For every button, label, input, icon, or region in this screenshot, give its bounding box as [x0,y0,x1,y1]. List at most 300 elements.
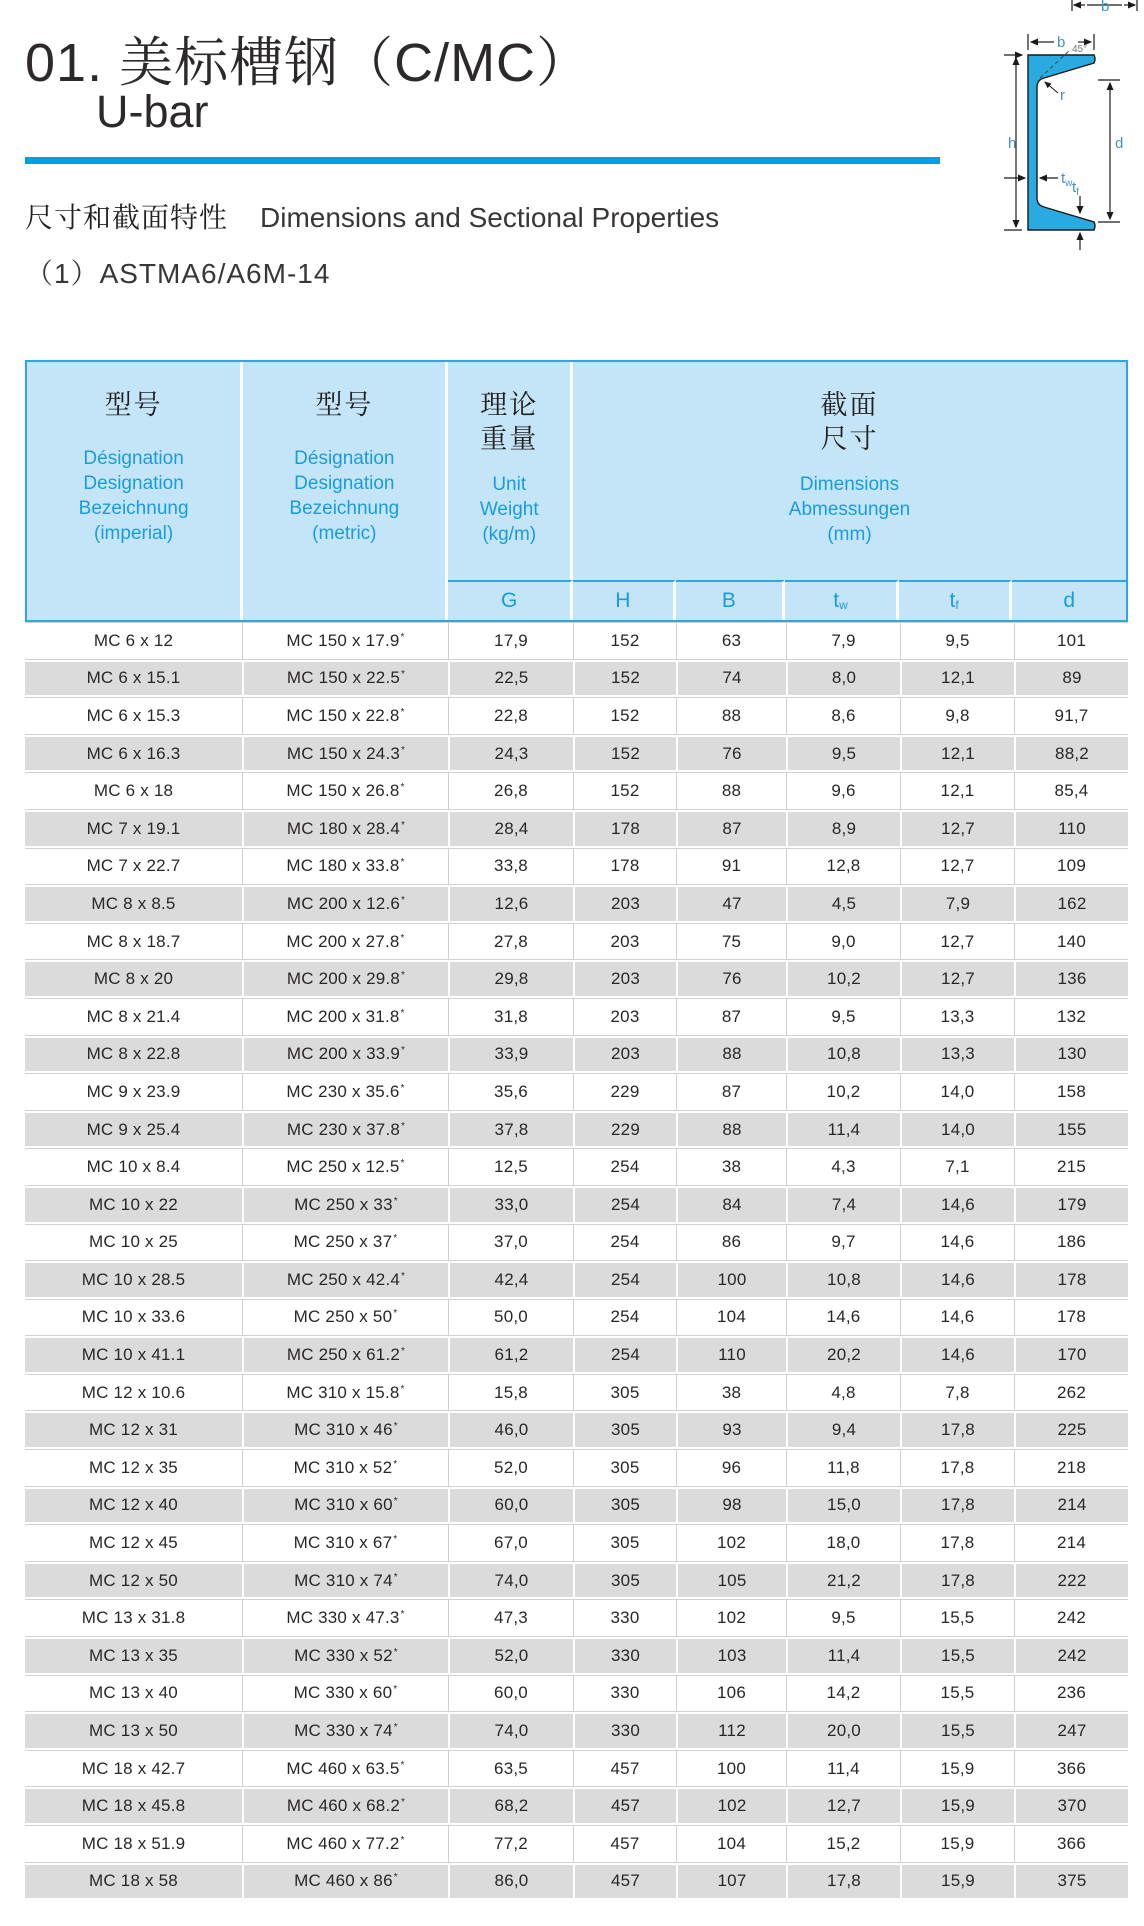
subheader-H: H [573,580,676,620]
table-cell: 330 [573,1639,676,1673]
table-cell: MC 6 x 15.3 [86,705,181,725]
table-cell: 8,6 [786,698,900,734]
table-cell: 110 [676,1338,786,1372]
header-line: (mm) [827,524,872,545]
table-row [25,1111,1128,1149]
table-cell: 61,2 [448,1338,573,1372]
section-heading-en: Dimensions and Sectional Properties [260,202,720,233]
table-cell: 14,0 [900,1113,1014,1147]
table-cell: MC 330 x 74 * [242,1714,448,1748]
table-cell: 18,0 [786,1525,900,1561]
table-cell: 14,6 [786,1300,900,1336]
table-cell: MC 12 x 31 [89,1420,178,1440]
subheader-tw: t w [785,580,899,620]
table-cell: 26,8 [448,773,573,809]
table-row [25,735,1128,773]
table-cell: MC 310 x 60 * [242,1489,448,1523]
table-cell: 305 [573,1450,676,1486]
table-row [25,923,1128,961]
table-cell: 63,5 [448,1751,573,1787]
cropped-b-dimension [1072,0,1137,15]
header-line: (kg/m) [482,524,537,545]
header-line: (metric) [312,523,377,544]
table-cell: 33,9 [448,1038,573,1072]
table-cell: 96 [676,1450,786,1486]
header-zh: 型号 [315,390,374,420]
table-cell: MC 180 x 33.8 * [242,849,448,885]
table-cell: 7,1 [900,1149,1014,1185]
table-cell: 14,6 [900,1188,1014,1222]
header-line: Bezeichnung [78,498,189,519]
table-cell: 29,8 [448,962,573,996]
table-cell: MC 10 x 8.4 [86,1157,181,1177]
table-row [25,1825,1128,1863]
tw-dimension [1004,170,1073,189]
table-cell: 9,4 [786,1413,900,1447]
subheader-B: B [676,580,786,620]
table-cell: 15,0 [786,1489,900,1523]
table-cell: MC 12 x 45 [89,1533,178,1553]
table-cell: 20,2 [786,1338,900,1372]
table-cell: 87 [676,812,786,846]
table-cell: 262 [1014,1375,1128,1411]
table-cell: 104 [676,1826,786,1862]
table-row [25,697,1128,735]
table-cell: 88 [676,1113,786,1147]
table-cell: 88 [676,1038,786,1072]
table-cell: 42,4 [448,1263,573,1297]
table-cell: MC 460 x 63.5 * [242,1751,448,1787]
table-cell: MC 13 x 50 [89,1721,178,1741]
table-cell: 37,8 [448,1113,573,1147]
table-cell: 186 [1014,1225,1128,1261]
table-cell: 15,8 [448,1375,573,1411]
table-cell: 254 [573,1300,676,1336]
table-cell: 15,2 [786,1826,900,1862]
table-cell: 14,6 [900,1300,1014,1336]
table-cell: 178 [573,849,676,885]
table-cell: 178 [573,812,676,846]
header-line: Designation [294,473,395,494]
table-cell: MC 310 x 67 * [242,1525,448,1561]
table-cell: 155 [1014,1113,1128,1147]
table-cell: 11,8 [786,1450,900,1486]
table-cell: 17,8 [900,1489,1014,1523]
table-cell: 178 [1014,1300,1128,1336]
table-row [25,1487,1128,1525]
header-zh: 重量 [480,424,539,454]
table-cell: 91 [676,849,786,885]
table-cell: MC 7 x 19.1 [86,818,181,838]
table-cell: 100 [676,1751,786,1787]
table-cell: 366 [1014,1751,1128,1787]
table-cell: MC 250 x 50 * [242,1300,448,1336]
page-title: 01. 美标槽钢（C/MC） [25,33,592,93]
table-cell: 60,0 [448,1676,573,1712]
table-cell: MC 18 x 51.9 [81,1833,186,1853]
table-cell: 305 [573,1375,676,1411]
table-cell: MC 9 x 23.9 [86,1081,181,1101]
table-cell: MC 310 x 46 * [242,1413,448,1447]
table-row [25,1787,1128,1825]
table-row [25,1449,1128,1487]
table-cell: 105 [676,1564,786,1598]
table-cell: 203 [573,962,676,996]
table-cell: 15,9 [900,1826,1014,1862]
table-cell: 305 [573,1489,676,1523]
table-cell: 13,3 [900,1038,1014,1072]
h-label: h [1008,135,1017,152]
table-cell: MC 330 x 52 * [242,1639,448,1673]
table-cell: 38 [676,1375,786,1411]
table-cell: MC 230 x 37.8 * [242,1113,448,1147]
table-cell: 214 [1014,1489,1128,1523]
table-cell: 93 [676,1413,786,1447]
table-cell: 330 [573,1600,676,1636]
table-cell: 112 [676,1714,786,1748]
table-cell: 88 [676,698,786,734]
table-cell: 109 [1014,849,1128,885]
table-cell: MC 460 x 86 * [242,1865,448,1899]
table-row [25,1036,1128,1074]
table-cell: 110 [1014,812,1128,846]
table-cell: MC 250 x 42.4 * [242,1263,448,1297]
table-cell: MC 250 x 12.5 * [242,1149,448,1185]
table-cell: MC 10 x 41.1 [81,1345,186,1365]
table-cell: MC 180 x 28.4 * [242,812,448,846]
b-label: b [1057,34,1066,51]
table-cell: 236 [1014,1676,1128,1712]
section-heading-zh: 尺寸和截面特性 [25,202,229,233]
title-rule [25,157,940,164]
table-cell: 14,6 [900,1338,1014,1372]
table-cell: 9,7 [786,1225,900,1261]
table-cell: 9,8 [900,698,1014,734]
table-cell: 102 [676,1525,786,1561]
table-cell: 254 [573,1149,676,1185]
table-cell: MC 200 x 33.9 * [242,1038,448,1072]
header-line: Désignation [294,448,395,469]
header-zh: 型号 [104,390,163,420]
table-cell: MC 310 x 15.8 * [242,1375,448,1411]
table-cell: MC 150 x 22.8 * [242,698,448,734]
table-cell: MC 9 x 25.4 [86,1119,181,1139]
header-line: (imperial) [94,523,174,544]
header-dimensions [573,362,1126,580]
table-row [25,1675,1128,1713]
table-cell: 152 [573,773,676,809]
table-cell: 74,0 [448,1564,573,1598]
table-cell: 330 [573,1676,676,1712]
table-cell: 52,0 [448,1450,573,1486]
table-cell: 457 [573,1826,676,1862]
table-cell: 9,5 [786,737,900,771]
table-cell: 46,0 [448,1413,573,1447]
table-cell: 15,9 [900,1751,1014,1787]
table-cell: 9,5 [786,999,900,1035]
d-label: d [1115,135,1124,152]
table-cell: 305 [573,1564,676,1598]
table-cell: 17,8 [900,1450,1014,1486]
table-cell: 47 [676,887,786,921]
table-cell: 98 [676,1489,786,1523]
table-cell: 229 [573,1074,676,1110]
table-cell: 11,4 [786,1751,900,1787]
table-cell: 10,2 [786,962,900,996]
table-cell: MC 150 x 26.8 * [242,773,448,809]
table-cell: MC 200 x 31.8 * [242,999,448,1035]
table-cell: 7,4 [786,1188,900,1222]
table-cell: 8,9 [786,812,900,846]
table-cell: MC 7 x 22.7 [86,856,181,876]
table-cell: 35,6 [448,1074,573,1110]
table-cell: MC 10 x 28.5 [81,1269,186,1289]
table-cell: MC 8 x 20 [93,969,174,989]
table-cell: 170 [1014,1338,1128,1372]
table-cell: 4,3 [786,1149,900,1185]
dimensions-table [25,360,1128,1900]
table-cell: 102 [676,1789,786,1823]
table-cell: 91,7 [1014,698,1128,734]
table-cell: 12,7 [900,962,1014,996]
header-zh: 理论 [480,390,539,420]
table-cell: 27,8 [448,924,573,960]
table-cell: 15,9 [900,1865,1014,1899]
table-row [25,1073,1128,1111]
table-cell: MC 230 x 35.6 * [242,1074,448,1110]
table-cell: 31,8 [448,999,573,1035]
table-cell: MC 12 x 50 [89,1570,178,1590]
table-cell: 77,2 [448,1826,573,1862]
subheader-tf: t f [899,580,1013,620]
header-designation-metric [243,362,448,620]
table-cell: 88,2 [1014,737,1128,771]
table-cell: 76 [676,737,786,771]
table-cell: MC 8 x 22.8 [86,1044,181,1064]
table-cell: MC 10 x 33.6 [81,1307,186,1327]
table-row [25,1224,1128,1262]
table-row [25,1411,1128,1449]
table-cell: 12,1 [900,773,1014,809]
table-cell: 152 [573,623,676,659]
table-cell: 254 [573,1225,676,1261]
table-cell: 203 [573,999,676,1035]
d-dimension [1098,80,1123,222]
table-cell: MC 310 x 74 * [242,1564,448,1598]
header-zh: 截面 [820,390,879,420]
table-row [25,622,1128,660]
table-cell: 254 [573,1338,676,1372]
table-cell: MC 10 x 22 [89,1194,178,1214]
table-cell: 7,9 [786,623,900,659]
table-cell: 24,3 [448,737,573,771]
table-row [25,998,1128,1036]
table-cell: 4,5 [786,887,900,921]
table-cell: MC 8 x 8.5 [91,893,176,913]
subheader-G: G [448,580,573,620]
header-line: Désignation [83,448,184,469]
table-cell: 87 [676,999,786,1035]
table-cell: 76 [676,962,786,996]
table-row [25,960,1128,998]
table-row [25,1712,1128,1750]
table-cell: 104 [676,1300,786,1336]
table-cell: 229 [573,1113,676,1147]
radius-annotation [1045,82,1065,104]
table-cell: 214 [1014,1525,1128,1561]
table-cell: 33,0 [448,1188,573,1222]
table-cell: 12,1 [900,737,1014,771]
table-cell: 330 [573,1714,676,1748]
table-cell: 370 [1014,1789,1128,1823]
table-cell: MC 310 x 52 * [242,1450,448,1486]
table-cell: 63 [676,623,786,659]
table-cell: 9,0 [786,924,900,960]
table-cell: 102 [676,1600,786,1636]
table-cell: MC 250 x 37 * [242,1225,448,1261]
table-cell: 242 [1014,1639,1128,1673]
table-header [25,360,1128,622]
table-cell: MC 6 x 15.1 [86,668,181,688]
table-cell: 89 [1014,662,1128,696]
table-cell: 15,5 [900,1714,1014,1748]
table-cell: 9,5 [786,1600,900,1636]
table-cell: 242 [1014,1600,1128,1636]
table-row [25,1637,1128,1675]
table-cell: MC 8 x 18.7 [86,931,181,951]
table-cell: 152 [573,662,676,696]
table-cell: 107 [676,1865,786,1899]
table-cell: 162 [1014,887,1128,921]
table-cell: 375 [1014,1865,1128,1899]
table-cell: MC 12 x 40 [89,1495,178,1515]
table-cell: 12,1 [900,662,1014,696]
table-cell: 37,0 [448,1225,573,1261]
page-title-en: U-bar [96,86,209,137]
table-cell: 10,8 [786,1263,900,1297]
table-cell: 14,6 [900,1263,1014,1297]
table-row [25,1750,1128,1788]
table-cell: MC 8 x 21.4 [86,1006,181,1026]
table-cell: MC 13 x 35 [89,1645,178,1665]
b-dimension-label: b [1101,0,1110,15]
table-cell: MC 150 x 17.9 * [242,623,448,659]
table-cell: 12,7 [900,812,1014,846]
table-row [25,848,1128,886]
table-cell: 222 [1014,1564,1128,1598]
table-cell: 15,5 [900,1676,1014,1712]
table-cell: MC 6 x 12 [93,630,174,650]
table-cell: 10,8 [786,1038,900,1072]
table-cell: 100 [676,1263,786,1297]
table-cell: MC 13 x 40 [89,1683,178,1703]
table-cell: 67,0 [448,1525,573,1561]
angle-label: 45° [1072,44,1088,55]
table-row [25,1562,1128,1600]
table-cell: 8,0 [786,662,900,696]
table-row [25,1524,1128,1562]
table-cell: 14,2 [786,1676,900,1712]
table-row [25,1261,1128,1299]
table-cell: 457 [573,1865,676,1899]
table-cell: 11,4 [786,1113,900,1147]
table-cell: 152 [573,698,676,734]
table-cell: 254 [573,1263,676,1297]
table-cell: 9,6 [786,773,900,809]
table-cell: 12,7 [900,924,1014,960]
table-cell: 47,3 [448,1600,573,1636]
table-cell: 305 [573,1413,676,1447]
table-cell: MC 150 x 22.5 * [242,662,448,696]
table-cell: 20,0 [786,1714,900,1748]
table-cell: MC 460 x 68.2 * [242,1789,448,1823]
header-unit-weight [448,362,573,580]
table-cell: 88 [676,773,786,809]
table-cell: 60,0 [448,1489,573,1523]
table-cell: MC 460 x 77.2 * [242,1826,448,1862]
table-cell: 132 [1014,999,1128,1035]
table-row [25,1299,1128,1337]
section-heading [25,196,719,236]
header-designation-imperial [27,362,243,620]
table-row [25,885,1128,923]
table-cell: 14,0 [900,1074,1014,1110]
table-cell: 215 [1014,1149,1128,1185]
table-cell: 225 [1014,1413,1128,1447]
table-cell: 74,0 [448,1714,573,1748]
table-cell: 158 [1014,1074,1128,1110]
header-line: Designation [83,473,184,494]
channel-shape [1028,55,1095,230]
table-cell: 9,5 [900,623,1014,659]
table-cell: 218 [1014,1450,1128,1486]
table-cell: 86 [676,1225,786,1261]
table-cell: 203 [573,887,676,921]
table-row [25,1186,1128,1224]
header-line: Bezeichnung [289,498,400,519]
table-cell: 75 [676,924,786,960]
table-cell: MC 18 x 58 [89,1871,178,1891]
table-cell: MC 6 x 16.3 [86,743,181,763]
header-line: Abmessungen [788,499,911,520]
table-cell: 101 [1014,623,1128,659]
r-label: r [1060,87,1065,104]
table-cell: 14,6 [900,1225,1014,1261]
table-cell: 85,4 [1014,773,1128,809]
table-cell: 15,5 [900,1639,1014,1673]
table-row [25,1148,1128,1186]
header-zh: 尺寸 [820,424,879,454]
table-cell: MC 12 x 35 [89,1457,178,1477]
table-cell: 86,0 [448,1865,573,1899]
table-row [25,660,1128,698]
table-cell: 33,8 [448,849,573,885]
table-cell: 136 [1014,962,1128,996]
table-cell: 152 [573,737,676,771]
table-cell: 254 [573,1188,676,1222]
header-line: Dimensions [799,474,900,495]
table-row [25,810,1128,848]
table-cell: 305 [573,1525,676,1561]
tw-label: $t_w$ [1061,170,1073,189]
table-cell: MC 13 x 31.8 [81,1608,186,1628]
table-cell: MC 18 x 45.8 [81,1796,186,1816]
tf-label: $t_f$ [1072,179,1079,198]
subheader-d: d [1012,580,1126,620]
header-line: Unit [492,474,527,495]
table-cell: 106 [676,1676,786,1712]
standard-reference: （1）ASTMA6/A6M-14 [25,258,331,289]
